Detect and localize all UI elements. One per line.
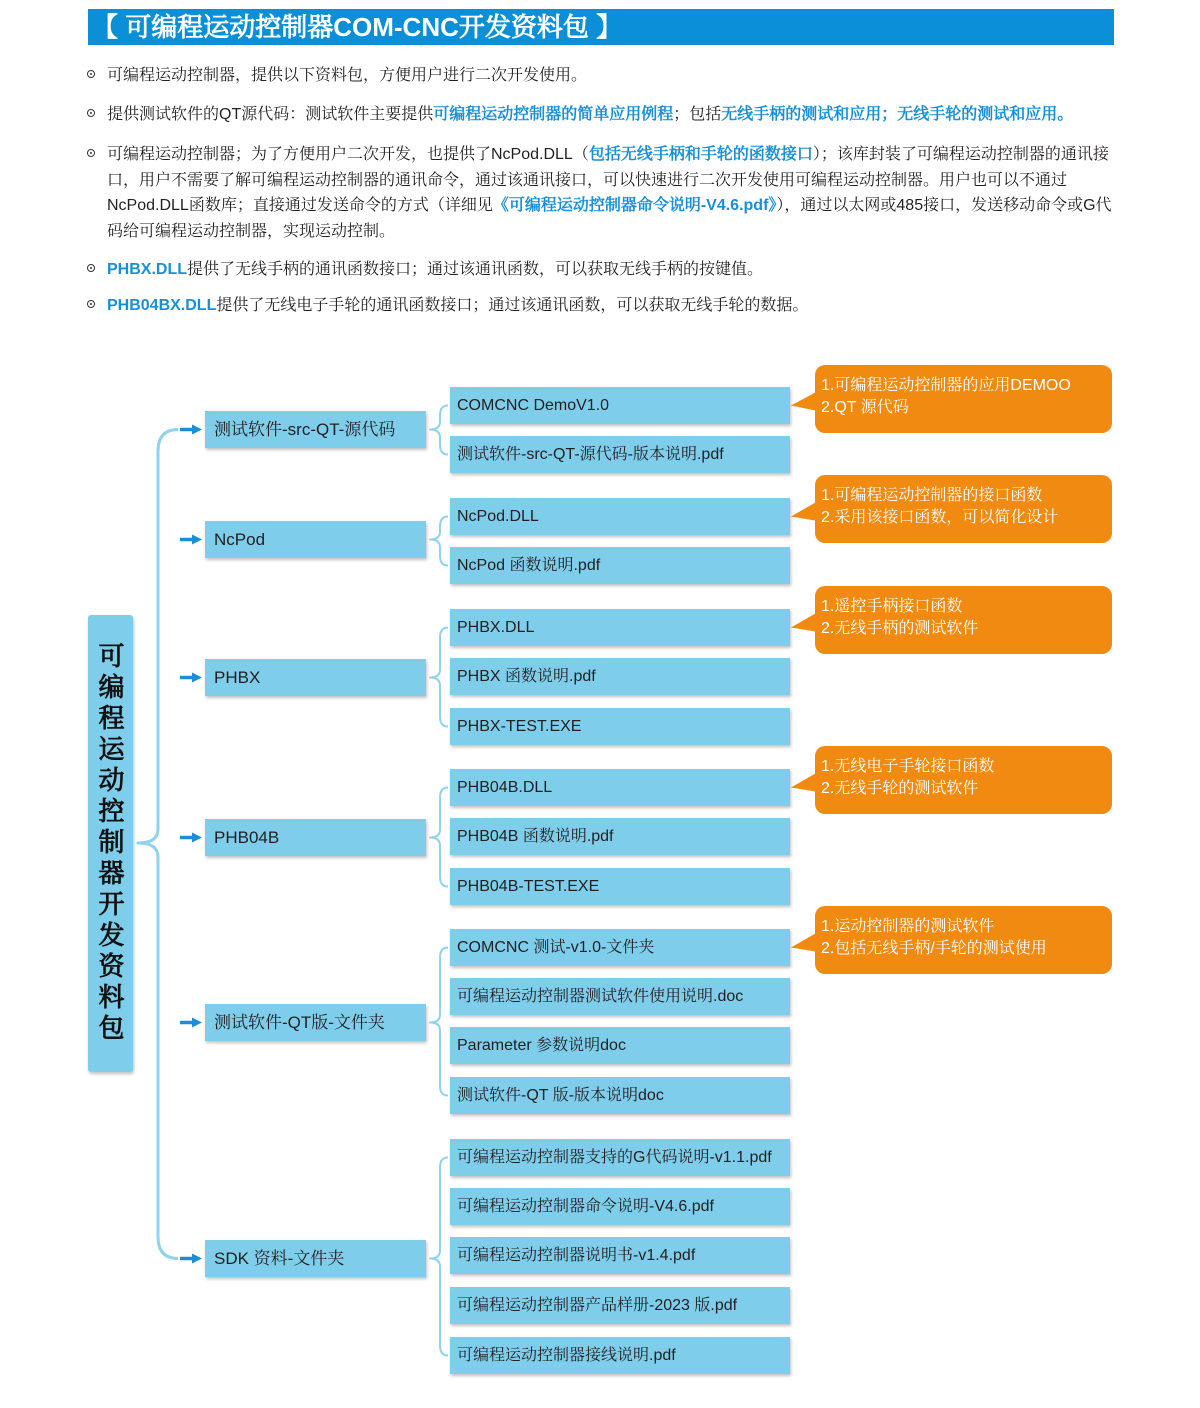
file-item: 可编程运动控制器产品样册-2023 版.pdf [450, 1287, 790, 1324]
arrow-head-icon [192, 1254, 202, 1264]
item-brace [430, 948, 448, 1096]
callout-line: 1.可编程运动控制器的接口函数 [821, 487, 1043, 504]
highlight-text: 无线手柄的测试和应用；无线手轮的测试和应用。 [721, 106, 1074, 123]
root-node [88, 615, 133, 1072]
callout-line: 1.无线电子手轮接口函数 [821, 758, 995, 775]
root-node-label: 可编程运动控制器开发资料包 [95, 642, 125, 1045]
category-node: PHBX [205, 659, 426, 696]
file-item: 可编程运动控制器命令说明-V4.6.pdf [450, 1188, 790, 1225]
plain-text: ），通过以太网或485接口，发送移动命令或G代码给可编程运动控制器，实现运动控制。 [107, 197, 1112, 240]
callout-pointer [791, 501, 818, 521]
plain-text: 可编程运动控制器，提供以下资料包，方便用户进行二次开发使用。 [107, 67, 588, 84]
callout-pointer [791, 932, 818, 952]
item-brace [430, 406, 448, 455]
file-item: PHB04B.DLL [450, 769, 790, 806]
arrow-head-icon [192, 833, 202, 843]
callout-line: 2.QT 源代码 [821, 399, 909, 416]
category-node: 测试软件-QT版-文件夹 [205, 1004, 426, 1041]
highlight-text: 《可编程运动控制器命令说明-V4.6.pdf》 [492, 197, 777, 214]
callout-line: 1.遥控手柄接口函数 [821, 598, 963, 615]
item-brace [430, 628, 448, 727]
callout-note [815, 906, 1112, 974]
callout-line: 1.可编程运动控制器的应用DEMOO [821, 377, 1071, 394]
callout-note [815, 586, 1112, 654]
category-node: PHB04B [205, 819, 426, 856]
highlight-text: PHBX.DLL [107, 261, 187, 278]
plain-text: 可编程运动控制器；为了方便用户二次开发，也提供了NcPod.DLL（ [107, 146, 589, 163]
file-item: PHB04B 函数说明.pdf [450, 818, 790, 855]
file-item: 测试软件-src-QT-源代码-版本说明.pdf [450, 436, 790, 473]
file-item: COMCNC DemoV1.0 [450, 387, 790, 424]
arrow-head-icon [192, 425, 202, 435]
callout-note [815, 475, 1112, 543]
arrow-head-icon [192, 1018, 202, 1028]
file-item: 可编程运动控制器接线说明.pdf [450, 1337, 790, 1374]
file-item: 测试软件-QT 版-版本说明doc [450, 1077, 790, 1114]
arrow-head-icon [192, 673, 202, 683]
file-item: PHB04B-TEST.EXE [450, 868, 790, 905]
page-title: 【 可编程运动控制器COM-CNC开发资料包 】 [88, 9, 1114, 45]
callout-note [815, 746, 1112, 814]
highlight-text: 包括无线手柄和手轮的函数接口 [588, 146, 813, 163]
plain-text: ；包括 [673, 106, 722, 123]
callout-pointer [791, 772, 818, 792]
callout-pointer [791, 391, 818, 411]
callout-line: 2.采用该接口函数，可以简化设计 [821, 509, 1059, 526]
category-node: NcPod [205, 521, 426, 558]
callout-line: 2.无线手轮的测试软件 [821, 780, 979, 797]
file-item: Parameter 参数说明doc [450, 1027, 790, 1064]
file-item: 可编程运动控制器说明书-v1.4.pdf [450, 1237, 790, 1274]
callout-note [815, 365, 1112, 433]
category-node: SDK 资料-文件夹 [205, 1240, 426, 1277]
file-item: NcPod 函数说明.pdf [450, 547, 790, 584]
file-item: PHBX-TEST.EXE [450, 708, 790, 745]
plain-text: 提供了无线手柄的通讯函数接口；通过该通讯函数，可以获取无线手柄的按键值。 [187, 261, 764, 278]
plain-text: 提供测试软件的QT源代码：测试软件主要提供 [107, 106, 434, 123]
file-item: NcPod.DLL [450, 498, 790, 535]
file-item: PHBX.DLL [450, 609, 790, 646]
callout-line: 2.包括无线手柄/手轮的测试使用 [821, 940, 1047, 957]
highlight-text: PHB04BX.DLL [107, 297, 217, 314]
callout-line: 2.无线手柄的测试软件 [821, 620, 979, 637]
file-item: COMCNC 测试-v1.0-文件夹 [450, 929, 790, 966]
plain-text: ）；该库封装了可编程运动控制器的通讯接口，用户不需要了解可编程运动控制器的通讯命令，通过该通讯接口，可以快速进行二次开发使用可编程运动控制器。用户也可以不通过NcPod.DLL函数库；直接通过发送命令的方式（详细见 [107, 146, 1109, 214]
item-brace [430, 517, 448, 566]
plain-text: 提供了无线电子手轮的通讯函数接口；通过该通讯函数，可以获取无线手轮的数据。 [216, 297, 809, 314]
file-item: 可编程运动控制器测试软件使用说明.doc [450, 978, 790, 1015]
file-item: 可编程运动控制器支持的G代码说明-v1.1.pdf [450, 1139, 790, 1176]
callout-pointer [791, 612, 818, 632]
item-brace [430, 788, 448, 887]
category-node: 测试软件-src-QT-源代码 [205, 411, 426, 448]
item-brace [430, 1158, 448, 1356]
highlight-text: 可编程运动控制器的简单应用例程 [433, 106, 674, 123]
root-brace [138, 430, 178, 1259]
arrow-head-icon [192, 535, 202, 545]
file-item: PHBX 函数说明.pdf [450, 658, 790, 695]
callout-line: 1.运动控制器的测试软件 [821, 918, 995, 935]
